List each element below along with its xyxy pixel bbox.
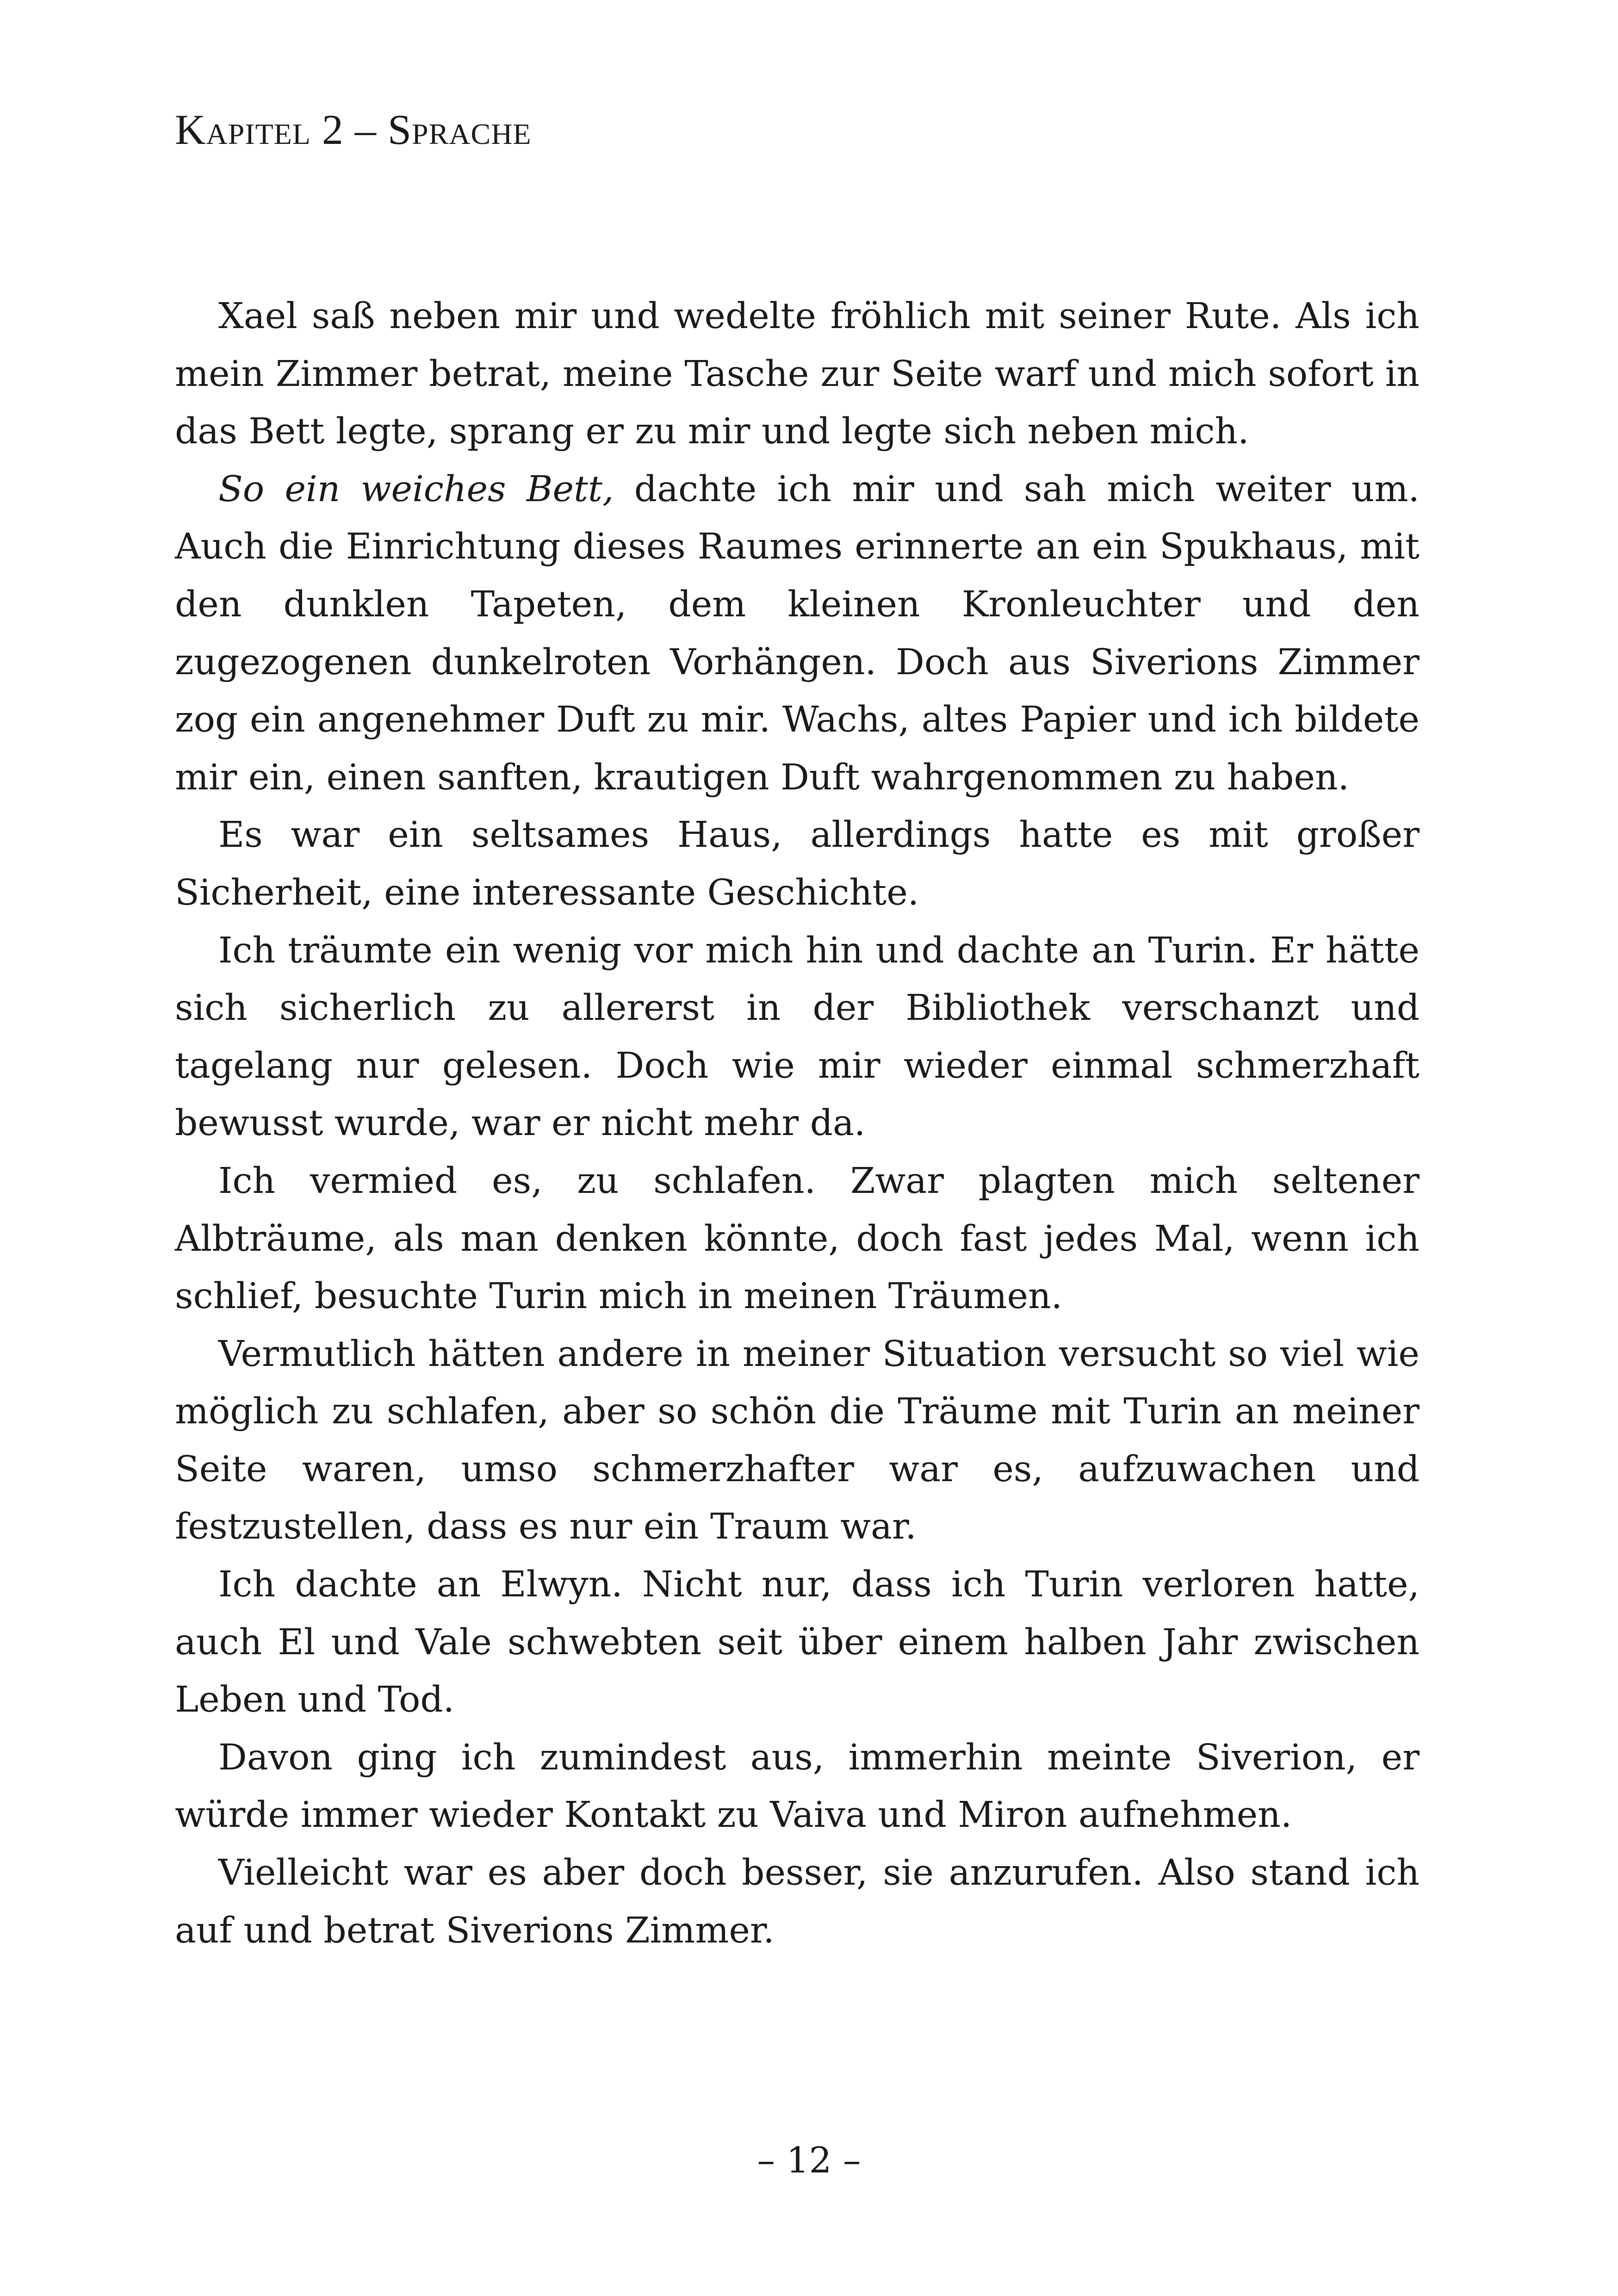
paragraph-7: Ich dachte an Elwyn. Nicht nur, dass ich Turin verloren hatte, auch El und Vale schwebten seit über einem halben Jahr zwischen Leben und Tod. bbox=[175, 1564, 1420, 1721]
paragraph-6: Vermutlich hätten andere in meiner Situation versucht so viel wie möglich zu schlafen, aber so schön die Träume mit Turin an meiner Seite waren, umso schmerzhafter war es, aufzuwachen und festzustellen, dass es nur ein Traum war. bbox=[175, 1333, 1420, 1548]
paragraph-3: Es war ein seltsames Haus, allerdings hatte es mit großer Sicherheit, eine interessante Geschichte. bbox=[175, 814, 1420, 913]
body-text bbox=[175, 288, 1420, 1960]
page-number: – 12 – bbox=[757, 2140, 861, 2181]
paragraph-1: Xael saß neben mir und wedelte fröhlich mit seiner Rute. Als ich mein Zimmer betrat, meine Tasche zur Seite warf und mich sofort in das Bett legte, sprang er zu mir und legte sich neben mich. bbox=[175, 296, 1420, 453]
paragraph-2-italic-thought: So ein weiches Bett, bbox=[218, 468, 614, 510]
paragraph-8: Davon ging ich zumindest aus, immerhin meinte Siverion, er würde immer wieder Kontakt zu Vaiva und Miron aufnehmen. bbox=[175, 1737, 1420, 1836]
paragraph-4: Ich träumte ein wenig vor mich hin und dachte an Turin. Er hätte sich sicherlich zu allererst in der Bibliothek verschanzt und tagelang nur gelesen. Doch wie mir wieder einmal schmerzhaft bewusst wurde, war er nicht mehr da. bbox=[175, 930, 1420, 1144]
paragraph-2 bbox=[175, 461, 1420, 807]
chapter-header: Kapitel 2 – Sprache bbox=[175, 106, 532, 153]
paragraph-2-text: dachte ich mir und sah mich weiter um. Auch die Einrichtung dieses Raumes erinnerte an ein Spukhaus, mit den dunklen Tapeten, dem kleinen Kronleuchter und den zugezogenen dunkelroten Vorhängen. Doch aus Siverions Zimmer zog ein angenehmer Duft zu mir. Wachs, altes Papier und ich bildete mir ein, einen sanften, krautigen Duft wahrgenommen zu haben. bbox=[175, 468, 1420, 798]
paragraph-9: Vielleicht war es aber doch besser, sie anzurufen. Also stand ich auf und betrat Siverions Zimmer. bbox=[175, 1852, 1420, 1951]
paragraph-5: Ich vermied es, zu schlafen. Zwar plagten mich seltener Albträume, als man denken könnte, doch fast jedes Mal, wenn ich schlief, besuchte Turin mich in meinen Träumen. bbox=[175, 1160, 1420, 1317]
